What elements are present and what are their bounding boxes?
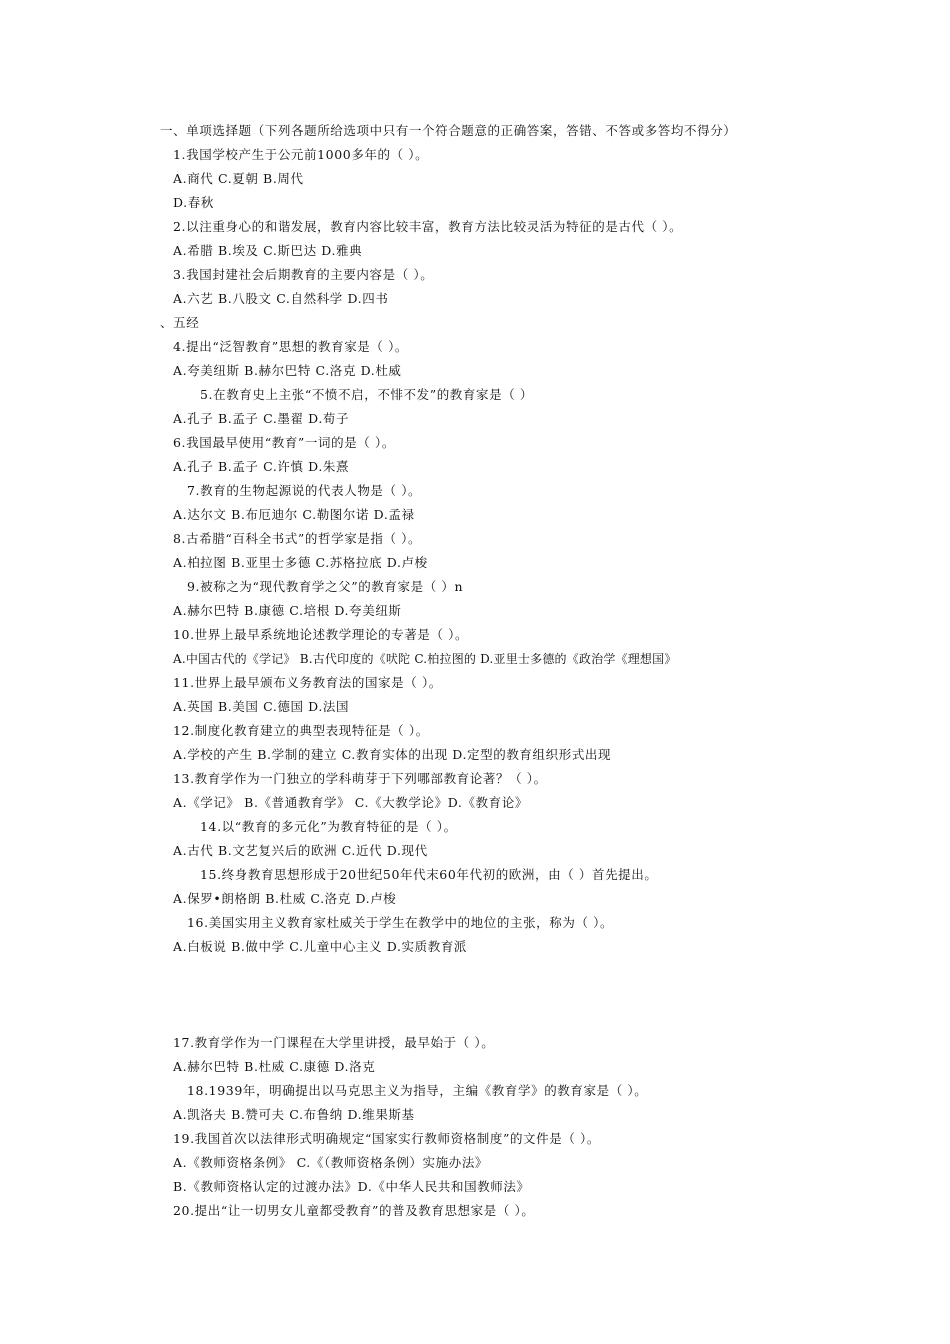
question-9: 9.被称之为“现代教育学之父”的教育家是（ ）n (187, 579, 464, 594)
question-7: 7.教育的生物起源说的代表人物是（ ）。 (187, 483, 422, 498)
question-6: 6.我国最早使用“教育”一词的是（ ）。 (173, 435, 395, 450)
options-19: A.《教师资格条例》 C.《（教师资格条例）实施办法》 (173, 1155, 489, 1170)
options-3-cont: 、五经 (160, 315, 200, 330)
options-6: A.孔子 B.孟子 C.许慎 D.朱熹 (173, 459, 350, 474)
options-10: A.中国古代的《学记》 B.古代印度的《吠陀 C.柏拉图的 D.亚里士多德的《政治学《理想国》 (173, 652, 677, 666)
section-title: 一、单项选择题（下列各题所给选项中只有一个符合题意的正确答案，答错、不答或多答均不得分） (160, 123, 737, 138)
options-1: A.商代 C.夏朝 B.周代 (173, 171, 304, 186)
options-17: A.赫尔巴特 B.杜威 C.康德 D.洛克 (173, 1059, 376, 1074)
question-20: 20.提出“让一切男女儿童都受教育”的普及教育思想家是（ ）。 (173, 1203, 535, 1218)
question-17: 17.教育学作为一门课程在大学里讲授，最早始于（ ）。 (173, 1035, 495, 1050)
options-8: A.柏拉图 B.亚里士多德 C.苏格拉底 D.卢梭 (173, 555, 428, 570)
question-1: 1.我国学校产生于公元前1000多年的（ ）。 (173, 147, 429, 162)
options-13: A.《学记》 B.《普通教育学》 C.《大教学论》D.《教育论》 (173, 795, 528, 810)
options-14: A.古代 B.文艺复兴后的欧洲 C.近代 D.现代 (173, 843, 428, 858)
question-14: 14.以“教育的多元化”为教育特征的是（ ）。 (200, 819, 457, 834)
options-2: A.希腊 B.埃及 C.斯巴达 D.雅典 (173, 243, 363, 258)
options-7: A.达尔文 B.布厄迪尔 C.勒图尔诺 D.孟禄 (173, 507, 415, 522)
question-12: 12.制度化教育建立的典型表现特征是（ ）。 (173, 723, 429, 738)
options-11: A.英国 B.美国 C.德国 D.法国 (173, 699, 350, 714)
question-4: 4.提出“泛智教育”思想的教育家是（ ）。 (173, 339, 409, 354)
question-3: 3.我国封建社会后期教育的主要内容是（ ）。 (173, 267, 434, 282)
options-18: A.凯洛夫 B.赞可夫 C.布鲁纳 D.维果斯基 (173, 1107, 415, 1122)
options-12: A.学校的产生 B.学制的建立 C.教育实体的出现 D.定型的教育组织形式出现 (173, 747, 612, 762)
options-15: A.保罗•朗格朗 B.杜威 C.洛克 D.卢梭 (173, 891, 397, 906)
options-1-cont: D.春秋 (173, 195, 214, 210)
question-5: 5.在教育史上主张“不愤不启，不悱不发”的教育家是（ ） (200, 387, 533, 402)
options-16: A.白板说 B.做中学 C.儿童中心主义 D.实质教育派 (173, 939, 468, 954)
question-10: 10.世界上最早系统地论述教学理论的专著是（ ）。 (173, 627, 469, 642)
question-11: 11.世界上最早颁布义务教育法的国家是（ ）。 (173, 675, 442, 690)
options-4: A.夸美纽斯 B.赫尔巴特 C.洛克 D.杜威 (173, 363, 402, 378)
question-18: 18.1939年，明确提出以马克思主义为指导，主编《教育学》的教育家是（ ）。 (187, 1083, 648, 1098)
question-13: 13.教育学作为一门独立的学科萌芽于下列哪部教育论著？（ ）。 (173, 771, 547, 786)
question-8: 8.古希腊“百科全书式”的哲学家是指（ ）。 (173, 531, 422, 546)
question-2: 2.以注重身心的和谐发展，教育内容比较丰富，教育方法比较灵活为特征的是古代（ ）。 (173, 219, 683, 234)
question-19: 19.我国首次以法律形式明确规定“国家实行教师资格制度”的文件是（ ）。 (173, 1131, 600, 1146)
question-16: 16.美国实用主义教育家杜威关于学生在教学中的地位的主张，称为（ ）。 (187, 915, 614, 930)
question-15: 15.终身教育思想形成于20世纪50年代末60年代初的欧洲，由（ ）首先提出。 (200, 867, 658, 882)
options-9: A.赫尔巴特 B.康德 C.培根 D.夸美纽斯 (173, 603, 402, 618)
options-3: A.六艺 B.八股文 C.自然科学 D.四书 (173, 291, 389, 306)
options-5: A.孔子 B.孟子 C.墨翟 D.荀子 (173, 411, 350, 426)
options-19-cont: B.《教师资格认定的过渡办法》D.《中华人民共和国教师法》 (173, 1179, 530, 1194)
